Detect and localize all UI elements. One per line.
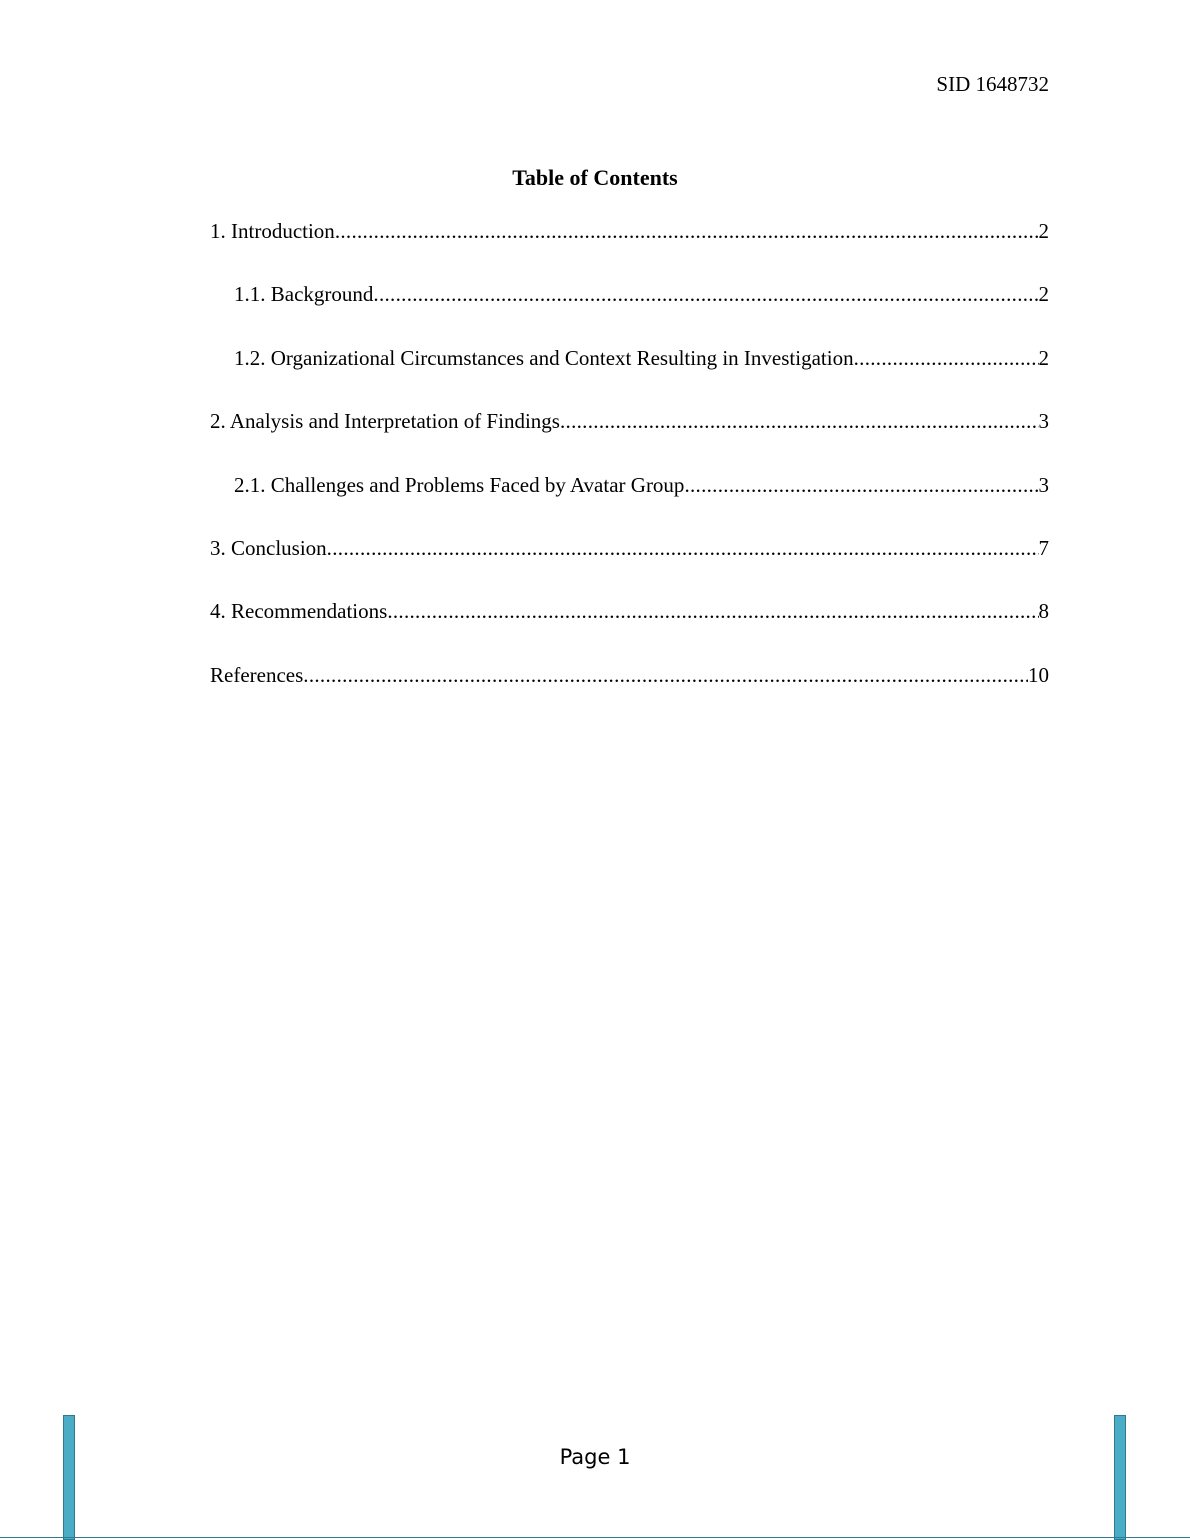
toc-entry-page: 2 (1038, 282, 1049, 307)
toc-entry-references[interactable] (210, 662, 1049, 725)
toc-entry-page: 7 (1038, 535, 1049, 560)
toc-entry-challenges[interactable] (210, 472, 1049, 535)
toc-entry-label: 1.2. Organizational Circumstances and Context Resulting in Investigation (234, 345, 854, 370)
table-of-contents (210, 218, 1049, 725)
toc-entry-analysis[interactable] (210, 408, 1049, 471)
toc-dot-leader (373, 281, 1038, 307)
toc-entry-organizational-circumstances[interactable] (210, 345, 1049, 408)
toc-entry-label: References (210, 662, 304, 687)
toc-dot-leader (560, 408, 1039, 434)
toc-entry-page: 10 (1028, 662, 1049, 687)
toc-dot-leader (854, 345, 1039, 371)
toc-entry-page: 8 (1038, 599, 1049, 624)
footer-accent-bar-right (1114, 1415, 1126, 1540)
toc-dot-leader (327, 535, 1039, 561)
page-number: Page 1 (559, 1445, 631, 1469)
toc-title: Table of Contents (512, 165, 678, 190)
toc-dot-leader (335, 218, 1039, 244)
toc-entry-recommendations[interactable] (210, 598, 1049, 661)
toc-entry-label: 3. Conclusion (210, 535, 327, 560)
toc-entry-page: 3 (1038, 409, 1049, 434)
toc-entry-label: 1. Introduction (210, 219, 335, 243)
toc-entry-label: 2. Analysis and Interpretation of Findings (210, 409, 560, 434)
toc-entry-label: 2.1. Challenges and Problems Faced by Avatar Group (234, 472, 685, 497)
toc-entry-introduction[interactable] (210, 218, 1049, 281)
toc-entry-page: 2 (1038, 345, 1049, 370)
footer-rule (0, 1537, 1190, 1538)
toc-entry-page: 2 (1038, 219, 1049, 243)
toc-entry-background[interactable] (210, 281, 1049, 344)
student-id-header: SID 1648732 (936, 72, 1049, 96)
toc-entry-label: 1.1. Background (234, 282, 374, 307)
toc-entry-label: 4. Recommendations (210, 599, 388, 624)
footer-accent-bar-left (63, 1415, 75, 1540)
toc-dot-leader (303, 662, 1028, 688)
toc-entry-page: 3 (1038, 472, 1049, 497)
toc-dot-leader (684, 472, 1038, 498)
toc-dot-leader (387, 598, 1038, 624)
toc-entry-conclusion[interactable] (210, 535, 1049, 598)
